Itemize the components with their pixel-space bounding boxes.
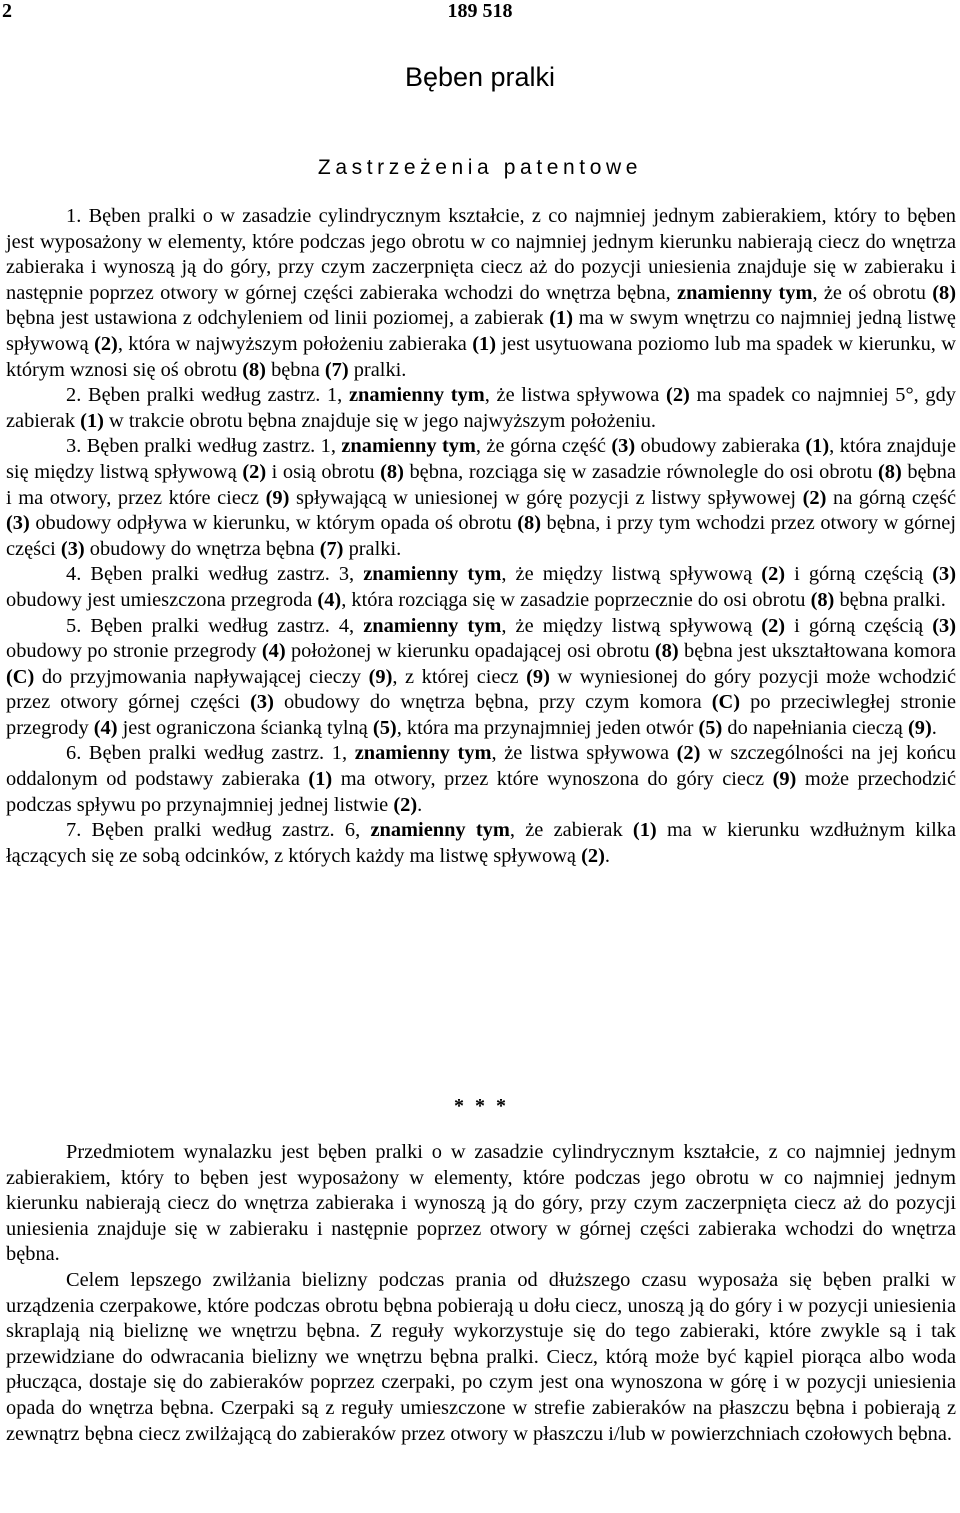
claim-emphasis: (1) [472, 332, 496, 355]
claim-emphasis: znamienny tym [363, 563, 502, 586]
claim-text: . [417, 793, 423, 816]
claim-emphasis: (C) [711, 691, 741, 714]
claim-text: w szczególności na jej końcu oddalonym od podstawy zabieraka [6, 742, 957, 791]
claim-emphasis: (3) [611, 435, 636, 458]
claim-emphasis: znamienny tym [354, 742, 492, 765]
claim-emphasis: (3) [6, 512, 30, 535]
claim-text: , że listwa spływowa [491, 742, 677, 765]
claim-text: bębna pralki. [834, 588, 946, 611]
claim-text: 7. Bęben pralki według zastrz. 6, [66, 819, 371, 842]
claim-text: bębna, rozciąga się w zasadzie równolegle do osi obrotu [403, 460, 878, 483]
claim-text: obudowy odpływa w kierunku, w którym opada oś obrotu [29, 512, 518, 535]
claim-emphasis: (3) [932, 563, 956, 586]
claim-emphasis: (2) [666, 384, 690, 407]
claim-emphasis: (2) [761, 614, 786, 637]
claim-emphasis: (7) [324, 358, 349, 381]
claim-paragraph [6, 383, 956, 434]
claim-paragraph [6, 614, 956, 742]
claim-emphasis: znamienny tym [370, 819, 510, 842]
claim-emphasis: (9) [526, 665, 550, 688]
claim-emphasis: (5) [372, 716, 397, 739]
claim-text: 2. Bęben pralki według zastrz. 1, [66, 384, 349, 407]
claim-emphasis: (1) [308, 768, 333, 791]
claim-emphasis: znamienny tym [348, 384, 485, 407]
claim-text: na górną część [826, 486, 957, 509]
claim-emphasis: (2) [581, 844, 605, 867]
claim-text: ma spadek co najmniej 5°, gdy zabierak [6, 384, 956, 432]
claim-emphasis: (3) [932, 614, 956, 637]
claim-text: obudowy do wnętrza bębna, przy czym komora [273, 691, 712, 714]
claim-emphasis: (4) [261, 640, 286, 663]
description-section [6, 1140, 956, 1447]
claim-emphasis: (2) [94, 332, 118, 355]
claim-emphasis: (4) [93, 716, 118, 739]
claim-emphasis: (C) [6, 665, 35, 688]
claim-text: , że zabierak [509, 819, 633, 842]
claim-text: spływającą w uniesionej w górę pozycji z listwy spływowej [289, 486, 803, 509]
claims-section [6, 204, 956, 869]
claim-emphasis: (8) [877, 460, 902, 483]
claim-text: bębna, i przy tym wchodzi przez otwory w górnej części [6, 512, 956, 560]
section-separator: * * * [454, 1095, 506, 1117]
claim-text: , że górna część [475, 435, 612, 458]
page-number: 2 [2, 0, 12, 22]
claim-text: jest ograniczona ścianką tylną [117, 716, 373, 739]
claim-emphasis: (1) [805, 435, 830, 458]
claim-text: 5. Bęben pralki według zastrz. 4, [66, 614, 364, 637]
claim-paragraph [6, 204, 956, 383]
document-title: Bęben pralki [404, 62, 556, 92]
claim-text: ma w swym wnętrzu co najmniej jedną listwę spływową [6, 307, 956, 355]
claim-emphasis: (3) [60, 537, 85, 560]
claim-text: , która w najwyższym położeniu zabieraka [117, 332, 473, 355]
claim-text: pralki. [343, 537, 402, 560]
claim-text: obudowy jest umieszczona przegroda [6, 588, 318, 611]
claim-text: ma otwory, przez które wynoszona do góry ciecz [332, 768, 773, 791]
page-header [0, 0, 960, 24]
claim-emphasis: (1) [80, 409, 104, 432]
claim-emphasis: (8) [380, 460, 404, 483]
claim-emphasis: (8) [242, 358, 266, 381]
claim-paragraph [6, 818, 956, 869]
claim-text: bębna [265, 358, 325, 381]
claim-text: obudowy do wnętrza bębna [84, 537, 320, 560]
claim-text: . [931, 716, 937, 739]
claim-text: jest usytuowana poziomo lub ma spadek w kierunku, w którym wznosi się oś obrotu [6, 332, 956, 381]
claim-emphasis: (4) [317, 588, 342, 611]
claim-text: , która znajduje się między listwą spływową [6, 435, 957, 483]
claim-text: , że między listwą spływową [501, 563, 762, 586]
claim-text: i górną częścią [785, 614, 933, 637]
claim-text: ma w kierunku wzdłużnym kilka łączących się ze sobą odcinków, z których każdy ma listwę spływową [6, 819, 957, 867]
claim-emphasis: (8) [810, 588, 835, 611]
claim-text: . [604, 844, 610, 867]
claim-text: może przechodzić podczas spływu po przynajmniej jednej listwie [6, 768, 956, 816]
description-paragraph: Przedmiotem wynalazku jest bęben pralki o w zasadzie cylindrycznym kształcie, z co najmniej jednym zabierakiem, który to bęben jest wyposażony w elementy, które podczas jego obrotu w co najmniej jednym kierunku nabierają ciecz do wnętrza zabieraka i wynoszą ją do góry, przy czym zaczerpnięta ciecz aż do pozycji uniesienia znajduje się w zabieraku i następnie poprzez otwory w górnej części zabieraka wchodzi do wnętrza bębna. [6, 1141, 956, 1266]
claim-paragraph [6, 562, 956, 613]
claim-emphasis: znamienny tym [341, 435, 476, 458]
claim-paragraph [6, 434, 956, 562]
claim-emphasis: (8) [654, 640, 679, 663]
description-paragraph: Celem lepszego zwilżania bielizny podczas prania od dłuższego czasu wyposaża się bęben pralki w urządzenia czerpakowe, które podczas obrotu bębna pobierają u dołu ciecz, unoszą ją do góry i w pozycji uniesienia skraplają nią bieliznę we wnętrzu bębna. Z reguły wykorzystuje się do tego zabieraki, które zwykle są i tak przewidziane do odwracania bielizny we wnętrzu bębna pralki. Ciecz, którą może być kąpiel piorąca albo woda płucząca, dostaje się do zabieraków poprzez czerpaki, po czym jest ona wynoszona w górę i w pozycji uniesienia opada do wnętrza bębna. Czerpaki są z reguły umieszczone w strefie zabieraków na płaszczu bębna i pobierają z zewnątrz bębna ciecz zwilżającą do zabieraków przez otwory w płaszczu i/lub w powierzchniach czołowych bębna. [6, 1268, 956, 1445]
claim-emphasis: (9) [265, 486, 290, 509]
claim-emphasis: (8) [517, 512, 541, 535]
claim-emphasis: (9) [907, 716, 932, 739]
claim-text: , że listwa spływowa [484, 384, 667, 407]
claim-emphasis: znamienny tym [677, 281, 813, 304]
claim-text: , która ma przynajmniej jeden otwór [396, 716, 699, 739]
claim-text: 4. Bęben pralki według zastrz. 3, [66, 563, 364, 586]
claim-text: 1. Bęben pralki o w zasadzie cylindrycznym kształcie, z co najmniej jednym zabierakiem, który to bęben jest wyposażony w elementy, które podczas jego obrotu w co najmniej jednym kierunku nabierają ciecz do wnętrza zabieraka i wynoszą ją do góry, przy czym zaczerpnięta ciecz aż do pozycji uniesienia znajduje się w zabieraku i następnie poprzez otwory w górnej części zabieraka wchodzi do wnętrza bębna, [6, 205, 956, 304]
claim-text: i osią obrotu [266, 460, 381, 483]
claim-text: do przyjmowania napływającej cieczy [34, 665, 369, 688]
claim-text: , która rozciąga się w zasadzie poprzecznie do osi obrotu [341, 588, 811, 611]
claim-emphasis: (2) [761, 563, 786, 586]
claim-text: w trakcie obrotu bębna znajduje się w jego najwyższym położeniu. [103, 409, 657, 432]
claim-emphasis: (9) [772, 768, 797, 791]
claim-emphasis: (9) [368, 665, 393, 688]
claim-emphasis: (3) [250, 691, 274, 714]
claim-emphasis: (2) [393, 793, 418, 816]
claim-text: , że między listwą spływową [501, 614, 762, 637]
claims-heading: Zastrzeżenia patentowe [317, 156, 643, 179]
claim-text: po przeciwległej stronie przegrody [6, 691, 957, 739]
claim-emphasis: (5) [698, 716, 723, 739]
claim-text: bębna jest ukształtowana komora [678, 640, 956, 663]
claim-text: 3. Bęben pralki według zastrz. 1, [66, 435, 342, 458]
claim-emphasis: (1) [632, 819, 657, 842]
claim-text: obudowy zabieraka [635, 435, 806, 458]
claim-emphasis: (2) [676, 742, 701, 765]
claim-emphasis: (8) [932, 281, 956, 304]
claim-text: , z której ciecz [392, 665, 527, 688]
claim-text: pralki. [348, 358, 407, 381]
claim-text: położonej w kierunku opadającej osi obrotu [285, 640, 655, 663]
claim-text: bębna i ma otwory, przez które ciecz [6, 460, 957, 509]
claim-text: 6. Bęben pralki według zastrz. 1, [66, 742, 355, 765]
claim-emphasis: (7) [319, 537, 344, 560]
claim-emphasis: znamienny tym [363, 614, 502, 637]
claim-text: i górną częścią [785, 563, 933, 586]
claim-paragraph [6, 741, 956, 818]
claim-emphasis: (1) [549, 307, 574, 330]
claim-text: , że oś obrotu [812, 281, 933, 304]
claim-emphasis: (2) [242, 460, 267, 483]
claim-text: w wyniesionej do góry pozycji może wchodzić przez otwory górnej części [6, 665, 956, 714]
claim-text: bębna jest ustawiona z odchyleniem od linii poziomej, a zabierak [6, 307, 550, 330]
claim-emphasis: (2) [802, 486, 827, 509]
claim-text: obudowy po stronie przegrody [6, 640, 262, 663]
claim-text: do napełniania cieczą [722, 716, 908, 739]
patent-number: 189 518 [447, 0, 513, 22]
